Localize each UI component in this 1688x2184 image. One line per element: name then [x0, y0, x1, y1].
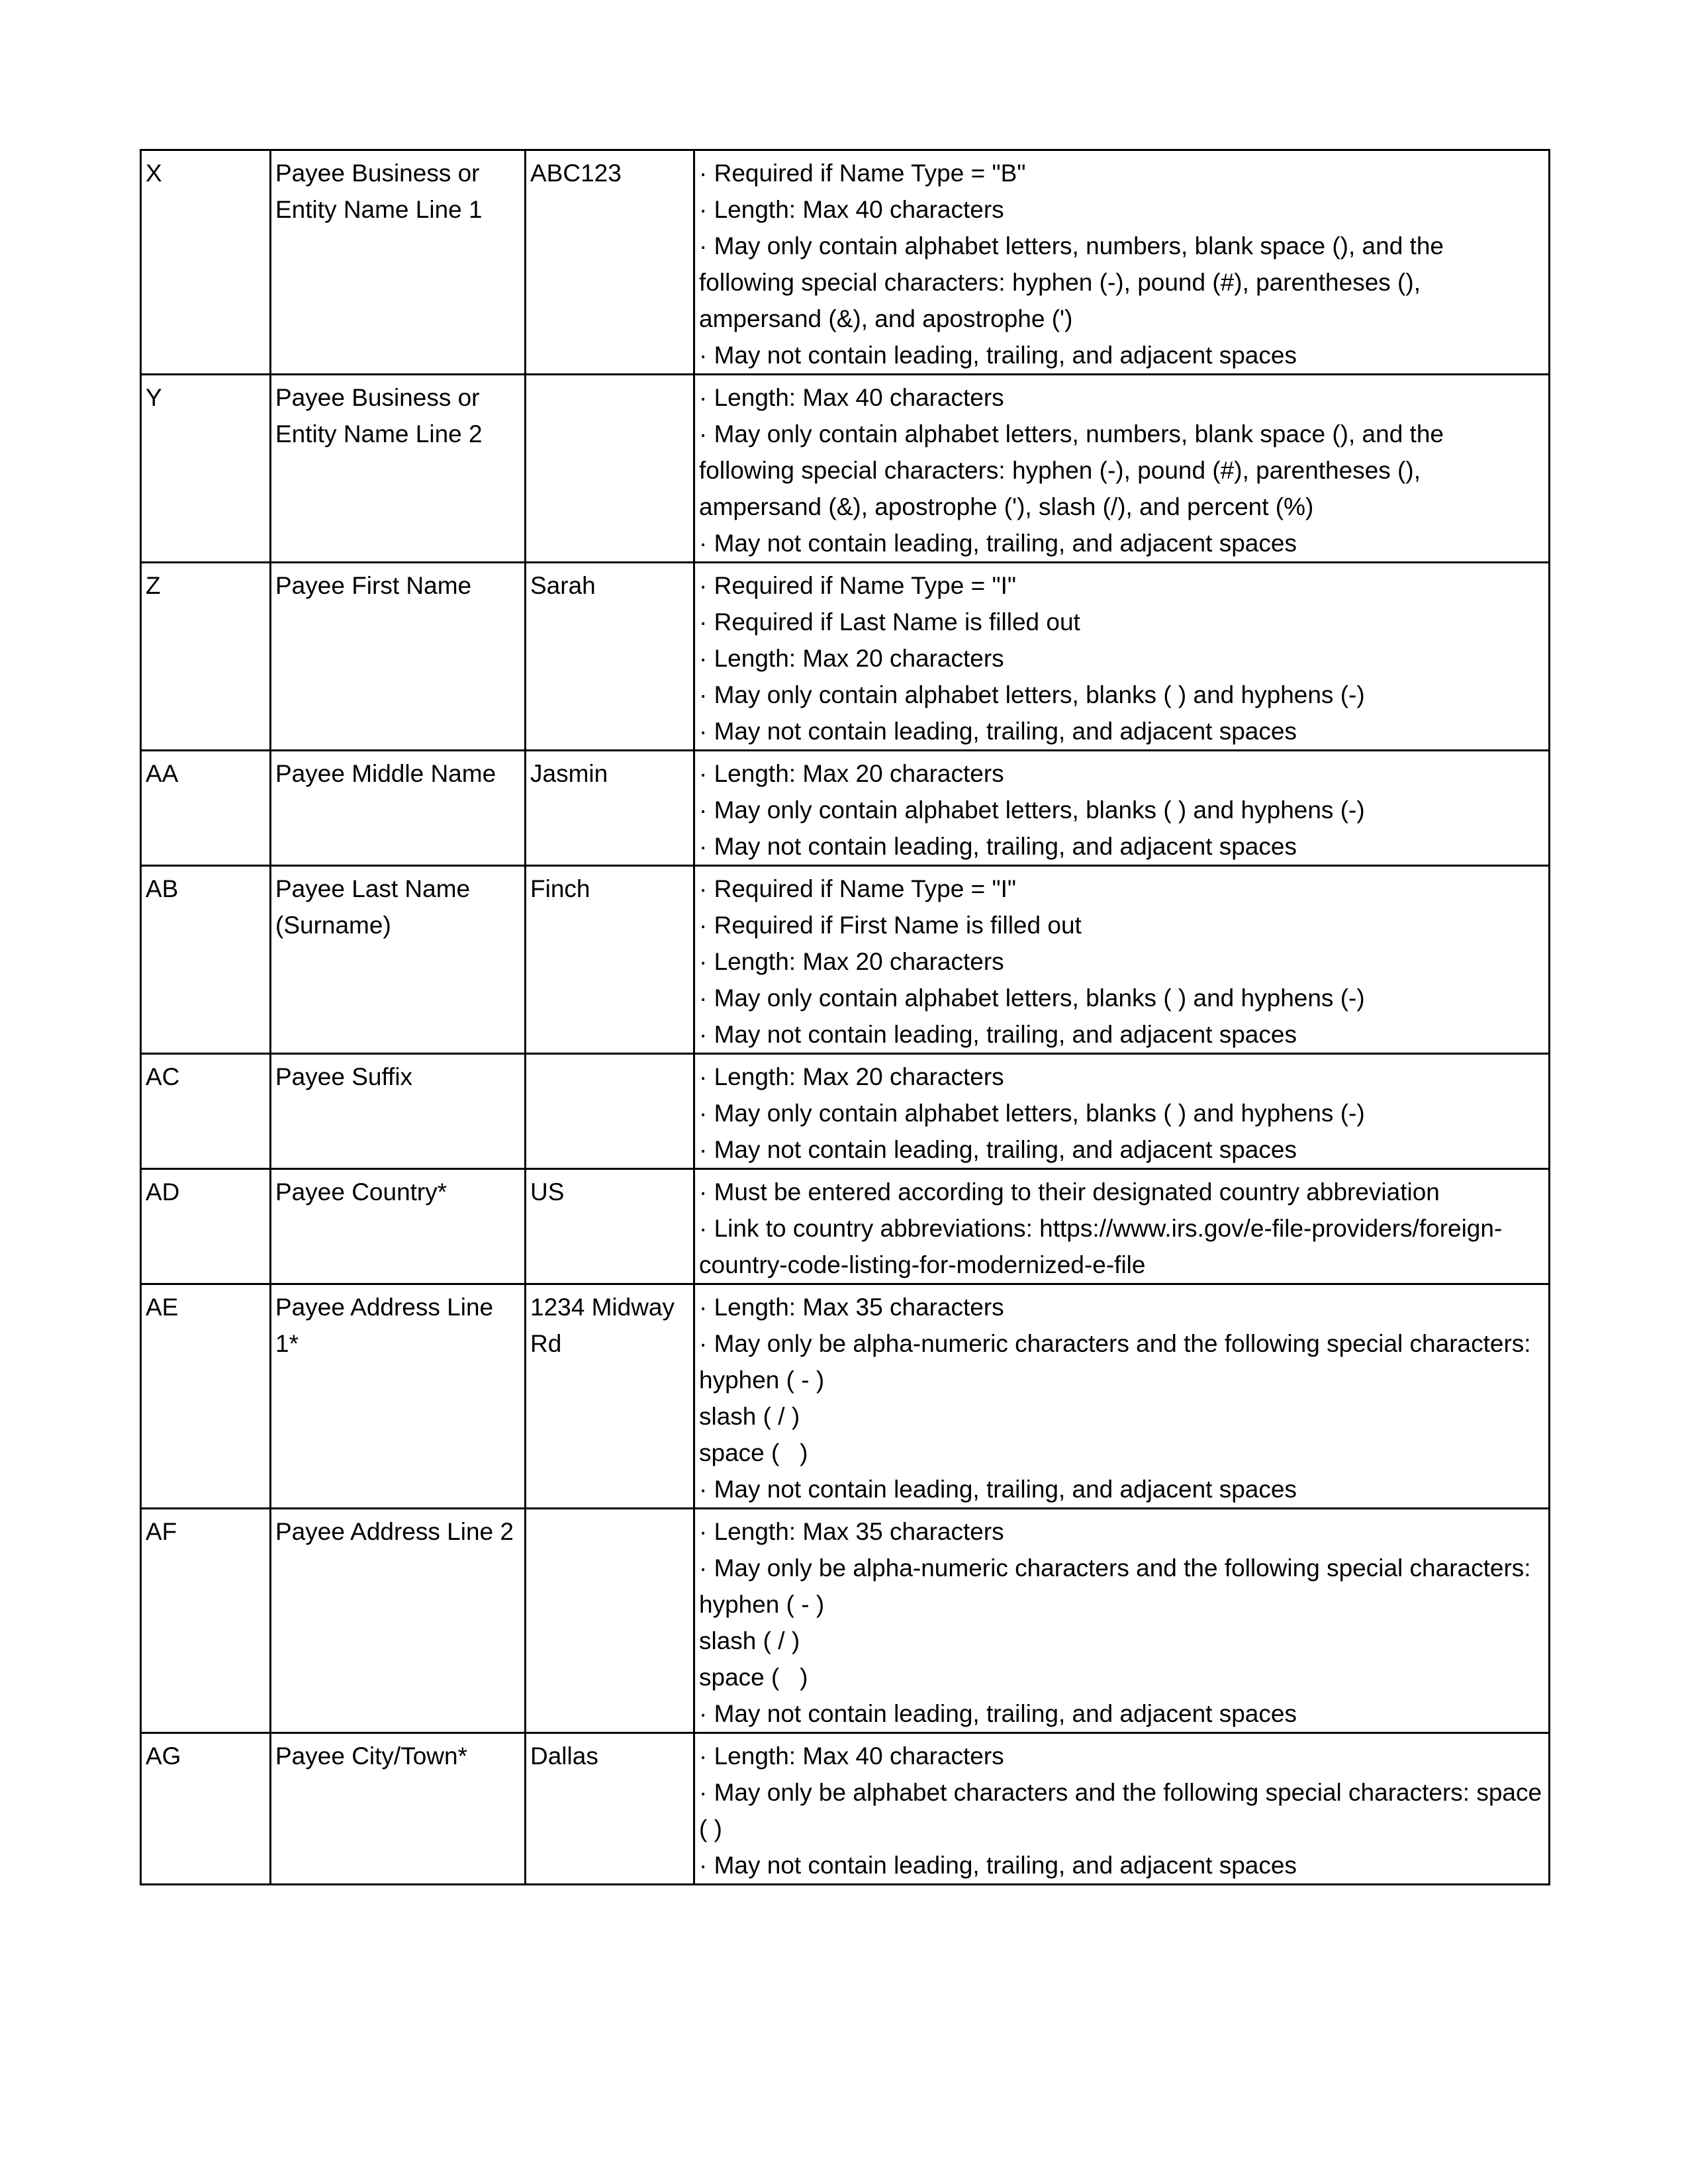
rule-line: · Length: Max 20 characters [699, 948, 1004, 975]
field-name-cell: Payee Country* [271, 1169, 526, 1284]
field-name-cell: Payee Last Name (Surname) [271, 866, 526, 1054]
rules-cell [694, 1054, 1550, 1169]
rule-line: · Required if Name Type = "I" [699, 875, 1017, 902]
table-row [141, 1284, 1550, 1509]
rule-line: · Must be entered according to their designated country abbreviation [699, 1178, 1440, 1206]
rule-line: hyphen ( - ) [699, 1366, 825, 1394]
rule-line: · Required if Name Type = "I" [699, 572, 1017, 599]
rules-cell [694, 563, 1550, 751]
field-name-cell: Payee Suffix [271, 1054, 526, 1169]
rule-line: · May not contain leading, trailing, and adjacent spaces [699, 1136, 1297, 1163]
column-letter-cell: X [141, 150, 271, 375]
column-letter-cell: AE [141, 1284, 271, 1509]
rule-line: · Link to country abbreviations: https://www.irs.gov/e-file-providers/foreign-country-code-listing-for-modernized-e-file [699, 1215, 1503, 1278]
rule-line: · May only contain alphabet letters, blanks ( ) and hyphens (-) [699, 1100, 1365, 1127]
rule-line: space ( ) [699, 1664, 808, 1691]
rules-cell [694, 150, 1550, 375]
rule-line: space ( ) [699, 1439, 808, 1466]
rules-cell [694, 1733, 1550, 1885]
rule-line: · May not contain leading, trailing, and adjacent spaces [699, 342, 1297, 369]
rule-line: hyphen ( - ) [699, 1591, 825, 1618]
rules-cell [694, 866, 1550, 1054]
rule-line: · Required if First Name is filled out [699, 912, 1082, 939]
rule-line: · Length: Max 20 characters [699, 1063, 1004, 1090]
table-row [141, 563, 1550, 751]
rule-line: slash ( / ) [699, 1627, 800, 1654]
rule-line: · May not contain leading, trailing, and adjacent spaces [699, 1476, 1297, 1503]
table-row [141, 866, 1550, 1054]
column-letter-cell: Z [141, 563, 271, 751]
field-name-cell: Payee Business or Entity Name Line 1 [271, 150, 526, 375]
rule-line: · May only contain alphabet letters, blanks ( ) and hyphens (-) [699, 796, 1365, 824]
rule-line: · May not contain leading, trailing, and adjacent spaces [699, 1700, 1297, 1727]
field-name-cell: Payee Business or Entity Name Line 2 [271, 375, 526, 563]
rules-cell [694, 1509, 1550, 1733]
example-value-cell: US [526, 1169, 694, 1284]
rules-cell [694, 1169, 1550, 1284]
rule-line: · Required if Last Name is filled out [699, 608, 1080, 636]
field-name-cell: Payee Middle Name [271, 751, 526, 866]
column-letter-cell: AD [141, 1169, 271, 1284]
rule-line: · Length: Max 20 characters [699, 645, 1004, 672]
rule-line: · May not contain leading, trailing, and adjacent spaces [699, 718, 1297, 745]
field-spec-table-body [141, 150, 1550, 1885]
example-value-cell: Jasmin [526, 751, 694, 866]
rule-line: · Length: Max 35 characters [699, 1518, 1004, 1545]
example-value-cell: Sarah [526, 563, 694, 751]
example-value-cell [526, 375, 694, 563]
rule-line: · May not contain leading, trailing, and adjacent spaces [699, 1852, 1297, 1879]
rule-line: · May only be alpha-numeric characters and the following special characters: [699, 1330, 1531, 1357]
rule-line: · May not contain leading, trailing, and adjacent spaces [699, 1021, 1297, 1048]
rule-line: · Length: Max 35 characters [699, 1294, 1004, 1321]
table-row [141, 1509, 1550, 1733]
rule-line: · May only be alpha-numeric characters and the following special characters: [699, 1554, 1531, 1582]
example-value-cell [526, 1509, 694, 1733]
example-value-cell [526, 1054, 694, 1169]
field-spec-table [140, 149, 1550, 1885]
rule-line: · May only contain alphabet letters, blanks ( ) and hyphens (-) [699, 984, 1365, 1012]
rules-cell [694, 751, 1550, 866]
rules-cell [694, 375, 1550, 563]
table-row [141, 150, 1550, 375]
rule-line: slash ( / ) [699, 1403, 800, 1430]
table-row [141, 1054, 1550, 1169]
field-name-cell: Payee Address Line 2 [271, 1509, 526, 1733]
example-value-cell: Finch [526, 866, 694, 1054]
table-row [141, 375, 1550, 563]
example-value-cell: Dallas [526, 1733, 694, 1885]
rule-line: · Length: Max 40 characters [699, 196, 1004, 223]
field-name-cell: Payee City/Town* [271, 1733, 526, 1885]
rule-line: · Required if Name Type = "B" [699, 160, 1026, 187]
column-letter-cell: AG [141, 1733, 271, 1885]
rule-line: · May only contain alphabet letters, blanks ( ) and hyphens (-) [699, 681, 1365, 708]
column-letter-cell: AA [141, 751, 271, 866]
rule-line: · Length: Max 20 characters [699, 760, 1004, 787]
table-row [141, 751, 1550, 866]
rule-line: · May only contain alphabet letters, numbers, blank space (), and the following special characters: hyphen (-), pound (#), parentheses (), ampersand (&), apostrophe ('), slash (/), and percent (%) [699, 420, 1451, 520]
field-name-cell: Payee Address Line 1* [271, 1284, 526, 1509]
rule-line: · May only be alphabet characters and the following special characters: space ( ) [699, 1779, 1549, 1842]
column-letter-cell: AB [141, 866, 271, 1054]
rule-line: · Length: Max 40 characters [699, 1742, 1004, 1770]
table-row [141, 1733, 1550, 1885]
rule-line: · May only contain alphabet letters, numbers, blank space (), and the following special characters: hyphen (-), pound (#), parentheses (), ampersand (&), and apostrophe (') [699, 232, 1451, 332]
rule-line: · Length: Max 40 characters [699, 384, 1004, 411]
column-letter-cell: AF [141, 1509, 271, 1733]
example-value-cell: ABC123 [526, 150, 694, 375]
example-value-cell: 1234 Midway Rd [526, 1284, 694, 1509]
column-letter-cell: AC [141, 1054, 271, 1169]
rule-line: · May not contain leading, trailing, and adjacent spaces [699, 530, 1297, 557]
table-row [141, 1169, 1550, 1284]
rules-cell [694, 1284, 1550, 1509]
column-letter-cell: Y [141, 375, 271, 563]
rule-line: · May not contain leading, trailing, and adjacent spaces [699, 833, 1297, 860]
field-name-cell: Payee First Name [271, 563, 526, 751]
